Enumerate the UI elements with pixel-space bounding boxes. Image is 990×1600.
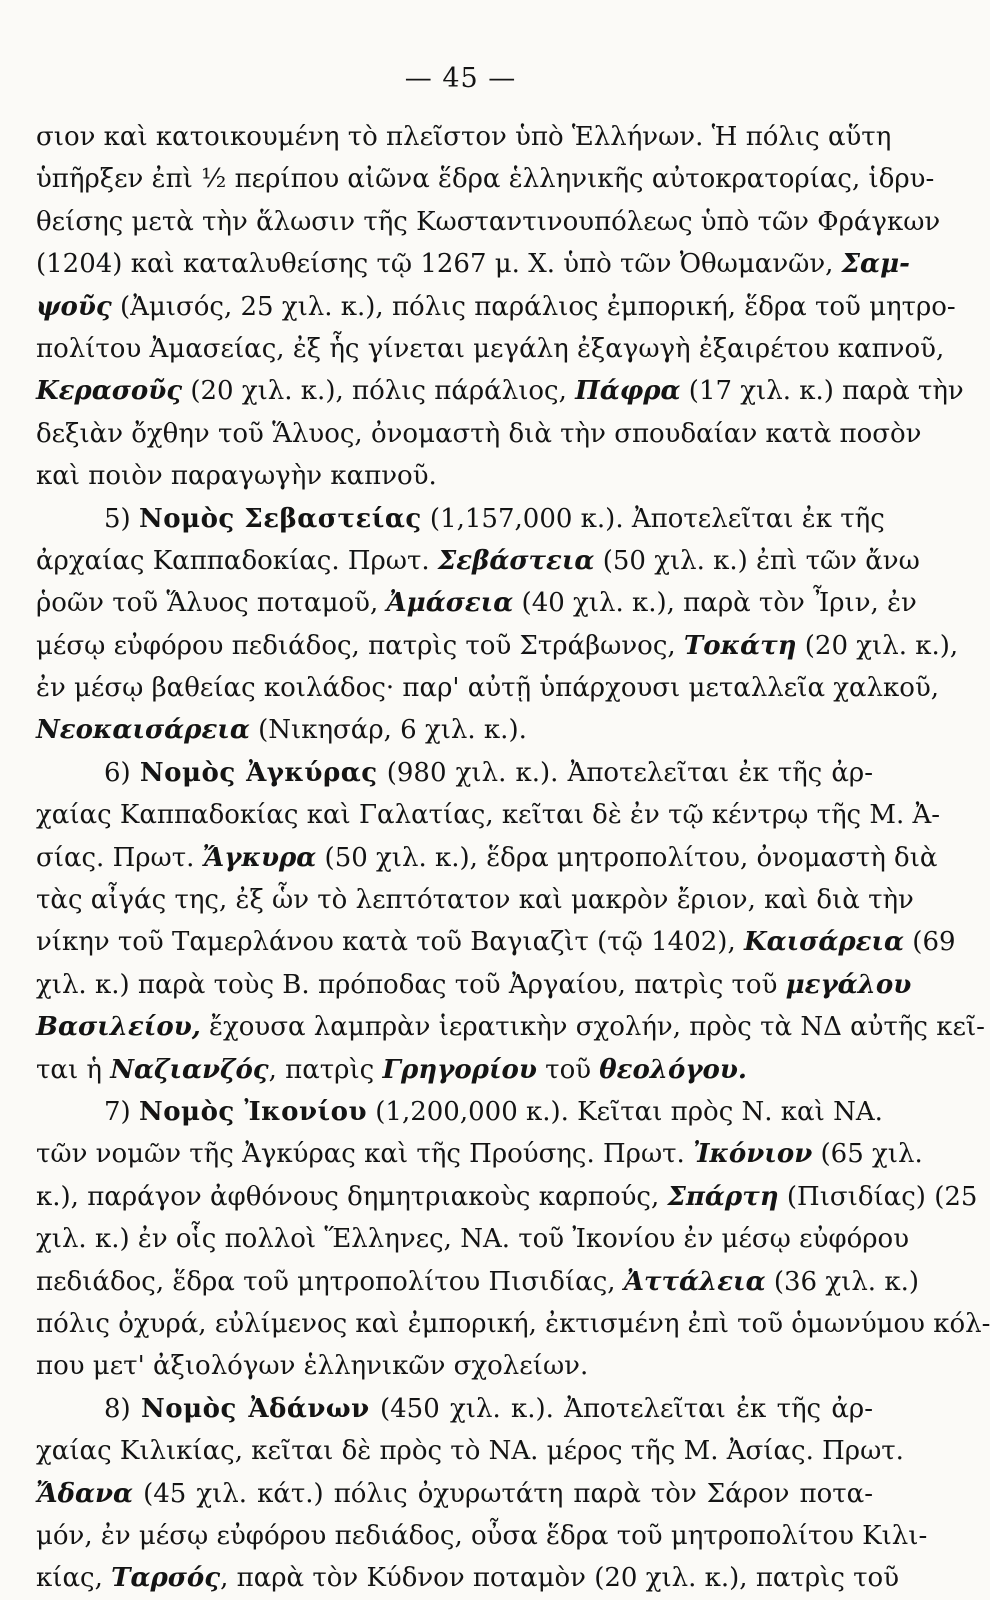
place-name: Ἄδανα: [36, 1478, 134, 1509]
text-line: [36, 1261, 919, 1303]
text-line: [36, 1218, 910, 1260]
place-name: Βασιλείου,: [36, 1012, 201, 1043]
text-segment: μόν, ἐν μέσῳ εὐφόρου πεδιάδος, οὖσα ἕδρα τοῦ μητροπολίτου Κιλι-: [36, 1520, 928, 1551]
text-line: [36, 116, 892, 158]
text-segment: (17 χιλ. κ.) παρὰ τὴν: [680, 376, 964, 407]
place-name: Τοκάτη: [683, 630, 797, 661]
text-segment: ῥοῶν τοῦ Ἅλυος ποταμοῦ,: [36, 588, 387, 619]
text-segment: τοῦ: [536, 1054, 600, 1085]
text-line: [36, 498, 885, 540]
text-line: [36, 370, 964, 412]
text-line: [36, 709, 873, 751]
text-line: [36, 201, 941, 243]
text-segment: ἀρχαίας Καππαδοκίας. Πρωτ.: [36, 545, 438, 576]
text-segment: κίας,: [36, 1563, 112, 1594]
text-line: [36, 752, 873, 794]
text-line: [36, 837, 938, 879]
place-name: Νεοκαισάρεια: [36, 715, 250, 746]
text-segment: τὰς αἶγάς της, ἐξ ὧν τὸ λεπτότατον καὶ μακρὸν ἔριον, καὶ διὰ τὴν: [36, 885, 914, 916]
text-segment: ὑπῆρξεν ἐπὶ ½ περίπου αἰῶνα ἕδρα ἑλληνικῆς αὐτοκρατορίας, ἱδρυ-: [36, 164, 935, 195]
body-text: [36, 116, 990, 1600]
place-name: Σαμ-: [841, 249, 910, 280]
text-segment: (20 χιλ. κ.),: [796, 630, 959, 661]
place-name: Ναζιανζός: [110, 1054, 269, 1085]
section-heading: Νομὸς Ἀγκύρας: [139, 757, 378, 788]
text-line: [36, 158, 935, 200]
text-segment: τῶν νομῶν τῆς Ἀγκύρας καὶ τῆς Προύσης. Πρωτ.: [36, 1139, 694, 1170]
text-segment: 8): [104, 1393, 141, 1424]
text-line: [36, 413, 922, 455]
place-name: Πάφρα: [575, 376, 681, 407]
text-line: [36, 1006, 985, 1048]
text-segment: (45 χιλ. κάτ.) πόλις ὀχυρωτάτη παρὰ τὸν Σάρον ποτα-: [133, 1478, 873, 1509]
text-segment: (20 χιλ. κ.), πόλις πάράλιος,: [182, 376, 576, 407]
text-segment: χιλ. κ.) ἐν οἷς πολλοὶ Ἕλληνες, ΝΑ. τοῦ Ἰκονίου ἐν μέσῳ εὐφόρου: [36, 1224, 910, 1255]
section-heading: Νομὸς Σεβαστείας: [138, 503, 422, 534]
place-name: Σεβάστεια: [437, 545, 595, 576]
text-segment: (1,157,000 κ.). Ἀποτελεῖται ἐκ τῆς: [421, 503, 885, 534]
text-segment: 5): [104, 503, 139, 534]
text-segment: (450 χιλ. κ.). Ἀποτελεῖται ἐκ τῆς ἀρ-: [369, 1393, 873, 1424]
text-segment: ται ἡ: [36, 1054, 111, 1085]
text-segment: σίας. Πρωτ.: [36, 842, 203, 873]
text-line: [36, 964, 912, 1006]
page-number: — 45 —: [404, 63, 517, 94]
place-name: Ταρσός: [111, 1563, 221, 1594]
text-segment: θείσης μετὰ τὴν ἅλωσιν τῆς Κωσταντινουπόλεως ὑπὸ τῶν Φράγκων: [36, 206, 941, 237]
text-line: [36, 455, 873, 497]
text-segment: (36 χιλ. κ.): [765, 1266, 919, 1297]
place-name: Καισάρεια: [743, 927, 905, 958]
text-segment: πολίτου Ἀμασείας, ἐξ ἧς γίνεται μεγάλη ἐξαγωγὴ ἐξαιρέτου καπνοῦ,: [36, 333, 945, 364]
place-name: Ἄγκυρα: [202, 842, 317, 873]
text-line: [36, 1515, 928, 1557]
place-name: θεολόγου.: [599, 1054, 747, 1085]
section-heading: Νομὸς Ἀδάνων: [140, 1393, 370, 1424]
text-segment: χαίας Καππαδοκίας καὶ Γαλατίας, κεῖται δὲ ἐν τῷ κέντρῳ τῆς Μ. Ἀ-: [36, 800, 941, 831]
text-segment: χαίας Κιλικίας, κεῖται δὲ πρὸς τὸ ΝΑ. μέρος τῆς Μ. Ἀσίας. Πρωτ.: [36, 1436, 904, 1467]
text-segment: δεξιὰν ὄχθην τοῦ Ἅλυος, ὀνομαστὴ διὰ τὴν σπουδαίαν κατὰ ποσὸν: [36, 418, 922, 449]
place-name: μεγάλου: [785, 969, 912, 1000]
text-segment: , παρὰ τὸν Κύδνον ποταμὸν (20 χιλ. κ.), πατρὶς τοῦ: [220, 1563, 900, 1594]
text-line: [36, 794, 941, 836]
text-line: [36, 1303, 990, 1345]
text-segment: που μετ' ἀξιολόγων ἑλληνικῶν σχολείων.: [36, 1351, 589, 1382]
text-line: [36, 1557, 900, 1599]
text-segment: (Νικησάρ, 6 χιλ. κ.).: [249, 715, 527, 746]
text-line: [36, 1473, 873, 1515]
section-heading: Νομὸς Ἰκονίου: [138, 1096, 367, 1127]
text-segment: (980 χιλ. κ.). Ἀποτελεῖται ἐκ τῆς ἀρ-: [377, 757, 874, 788]
text-segment: (Πισιδίας) (25: [778, 1181, 978, 1212]
text-line: [36, 540, 920, 582]
text-segment: ἔχουσα λαμπρὰν ἱερατικὴν σχολήν, πρὸς τὰ ΝΔ αὐτῆς κεῖ-: [200, 1012, 985, 1043]
text-line: [36, 1430, 904, 1472]
text-line: [36, 243, 910, 285]
text-segment: (50 χιλ. κ.) ἐπὶ τῶν ἄνω: [594, 545, 920, 576]
text-line: [36, 1133, 923, 1175]
text-segment: 6): [104, 757, 140, 788]
text-line: [36, 286, 956, 328]
text-segment: πόλις ὀχυρά, εὐλίμενος καὶ ἐμπορική, ἐκτισμένη ἐπὶ τοῦ ὁμωνύμου κόλ-: [36, 1308, 990, 1339]
text-segment: σιον καὶ κατοικουμένη τὸ πλεῖστον ὑπὸ Ἑλλήνων. Ἡ πόλις αὕτη: [36, 122, 892, 152]
text-segment: κ.), παράγον ἀφθόνους δημητριακοὺς καρπούς,: [36, 1181, 668, 1212]
place-name: Ἀμάσεια: [386, 588, 514, 619]
text-segment: νίκην τοῦ Ταμερλάνου κατὰ τοῦ Βαγιαζὶτ (τῷ 1402),: [36, 927, 744, 958]
place-name: Ἀττάλεια: [623, 1266, 766, 1297]
text-line: [36, 1049, 873, 1091]
text-segment: 7): [104, 1096, 139, 1127]
text-segment: (40 χιλ. κ.), παρὰ τὸν Ἶριν, ἐν: [513, 588, 917, 619]
text-segment: χιλ. κ.) παρὰ τοὺς Β. πρόποδας τοῦ Ἀργαίου, πατρὶς τοῦ: [36, 969, 786, 1000]
text-segment: (Ἀμισός, 25 χιλ. κ.), πόλις παράλιος ἐμπορική, ἕδρα τοῦ μητρο-: [111, 291, 956, 322]
text-segment: (65 χιλ.: [812, 1139, 923, 1170]
place-name: Ἰκόνιον: [693, 1139, 813, 1170]
text-line: [36, 1091, 883, 1133]
text-segment: , πατρὶς: [268, 1054, 383, 1085]
text-line: [36, 625, 959, 667]
text-line: [36, 879, 914, 921]
place-name: Κερασοῦς: [36, 376, 183, 407]
text-line: [36, 1388, 873, 1430]
text-line: [36, 1176, 978, 1218]
text-line: [36, 1345, 873, 1387]
text-segment: καὶ ποιὸν παραγωγὴν καπνοῦ.: [36, 461, 437, 492]
text-segment: μέσῳ εὐφόρου πεδιάδος, πατρὶς τοῦ Στράβωνος,: [36, 630, 684, 661]
text-segment: ἐν μέσῳ βαθείας κοιλάδος· παρ' αὐτῇ ὑπάρχουσι μεταλλεῖα χαλκοῦ,: [36, 673, 940, 704]
text-segment: (1204) καὶ καταλυθείσης τῷ 1267 μ. Χ. ὑπὸ τῶν Ὀθωμανῶν,: [36, 249, 842, 280]
place-name: ψοῦς: [36, 291, 112, 322]
text-line: [36, 667, 940, 709]
text-segment: (50 χιλ. κ.), ἕδρα μητροπολίτου, ὀνομαστὴ διὰ: [316, 842, 938, 873]
text-segment: πεδιάδος, ἕδρα τοῦ μητροπολίτου Πισιδίας,: [36, 1266, 624, 1297]
text-segment: (69: [904, 927, 956, 958]
text-line: [36, 921, 956, 963]
text-line: [36, 582, 917, 624]
place-name: Γρηγορίου: [382, 1054, 537, 1085]
text-line: [36, 328, 945, 370]
text-segment: (1,200,000 κ.). Κεῖται πρὸς Ν. καὶ ΝΑ.: [367, 1096, 883, 1127]
place-name: Σπάρτη: [667, 1181, 779, 1212]
